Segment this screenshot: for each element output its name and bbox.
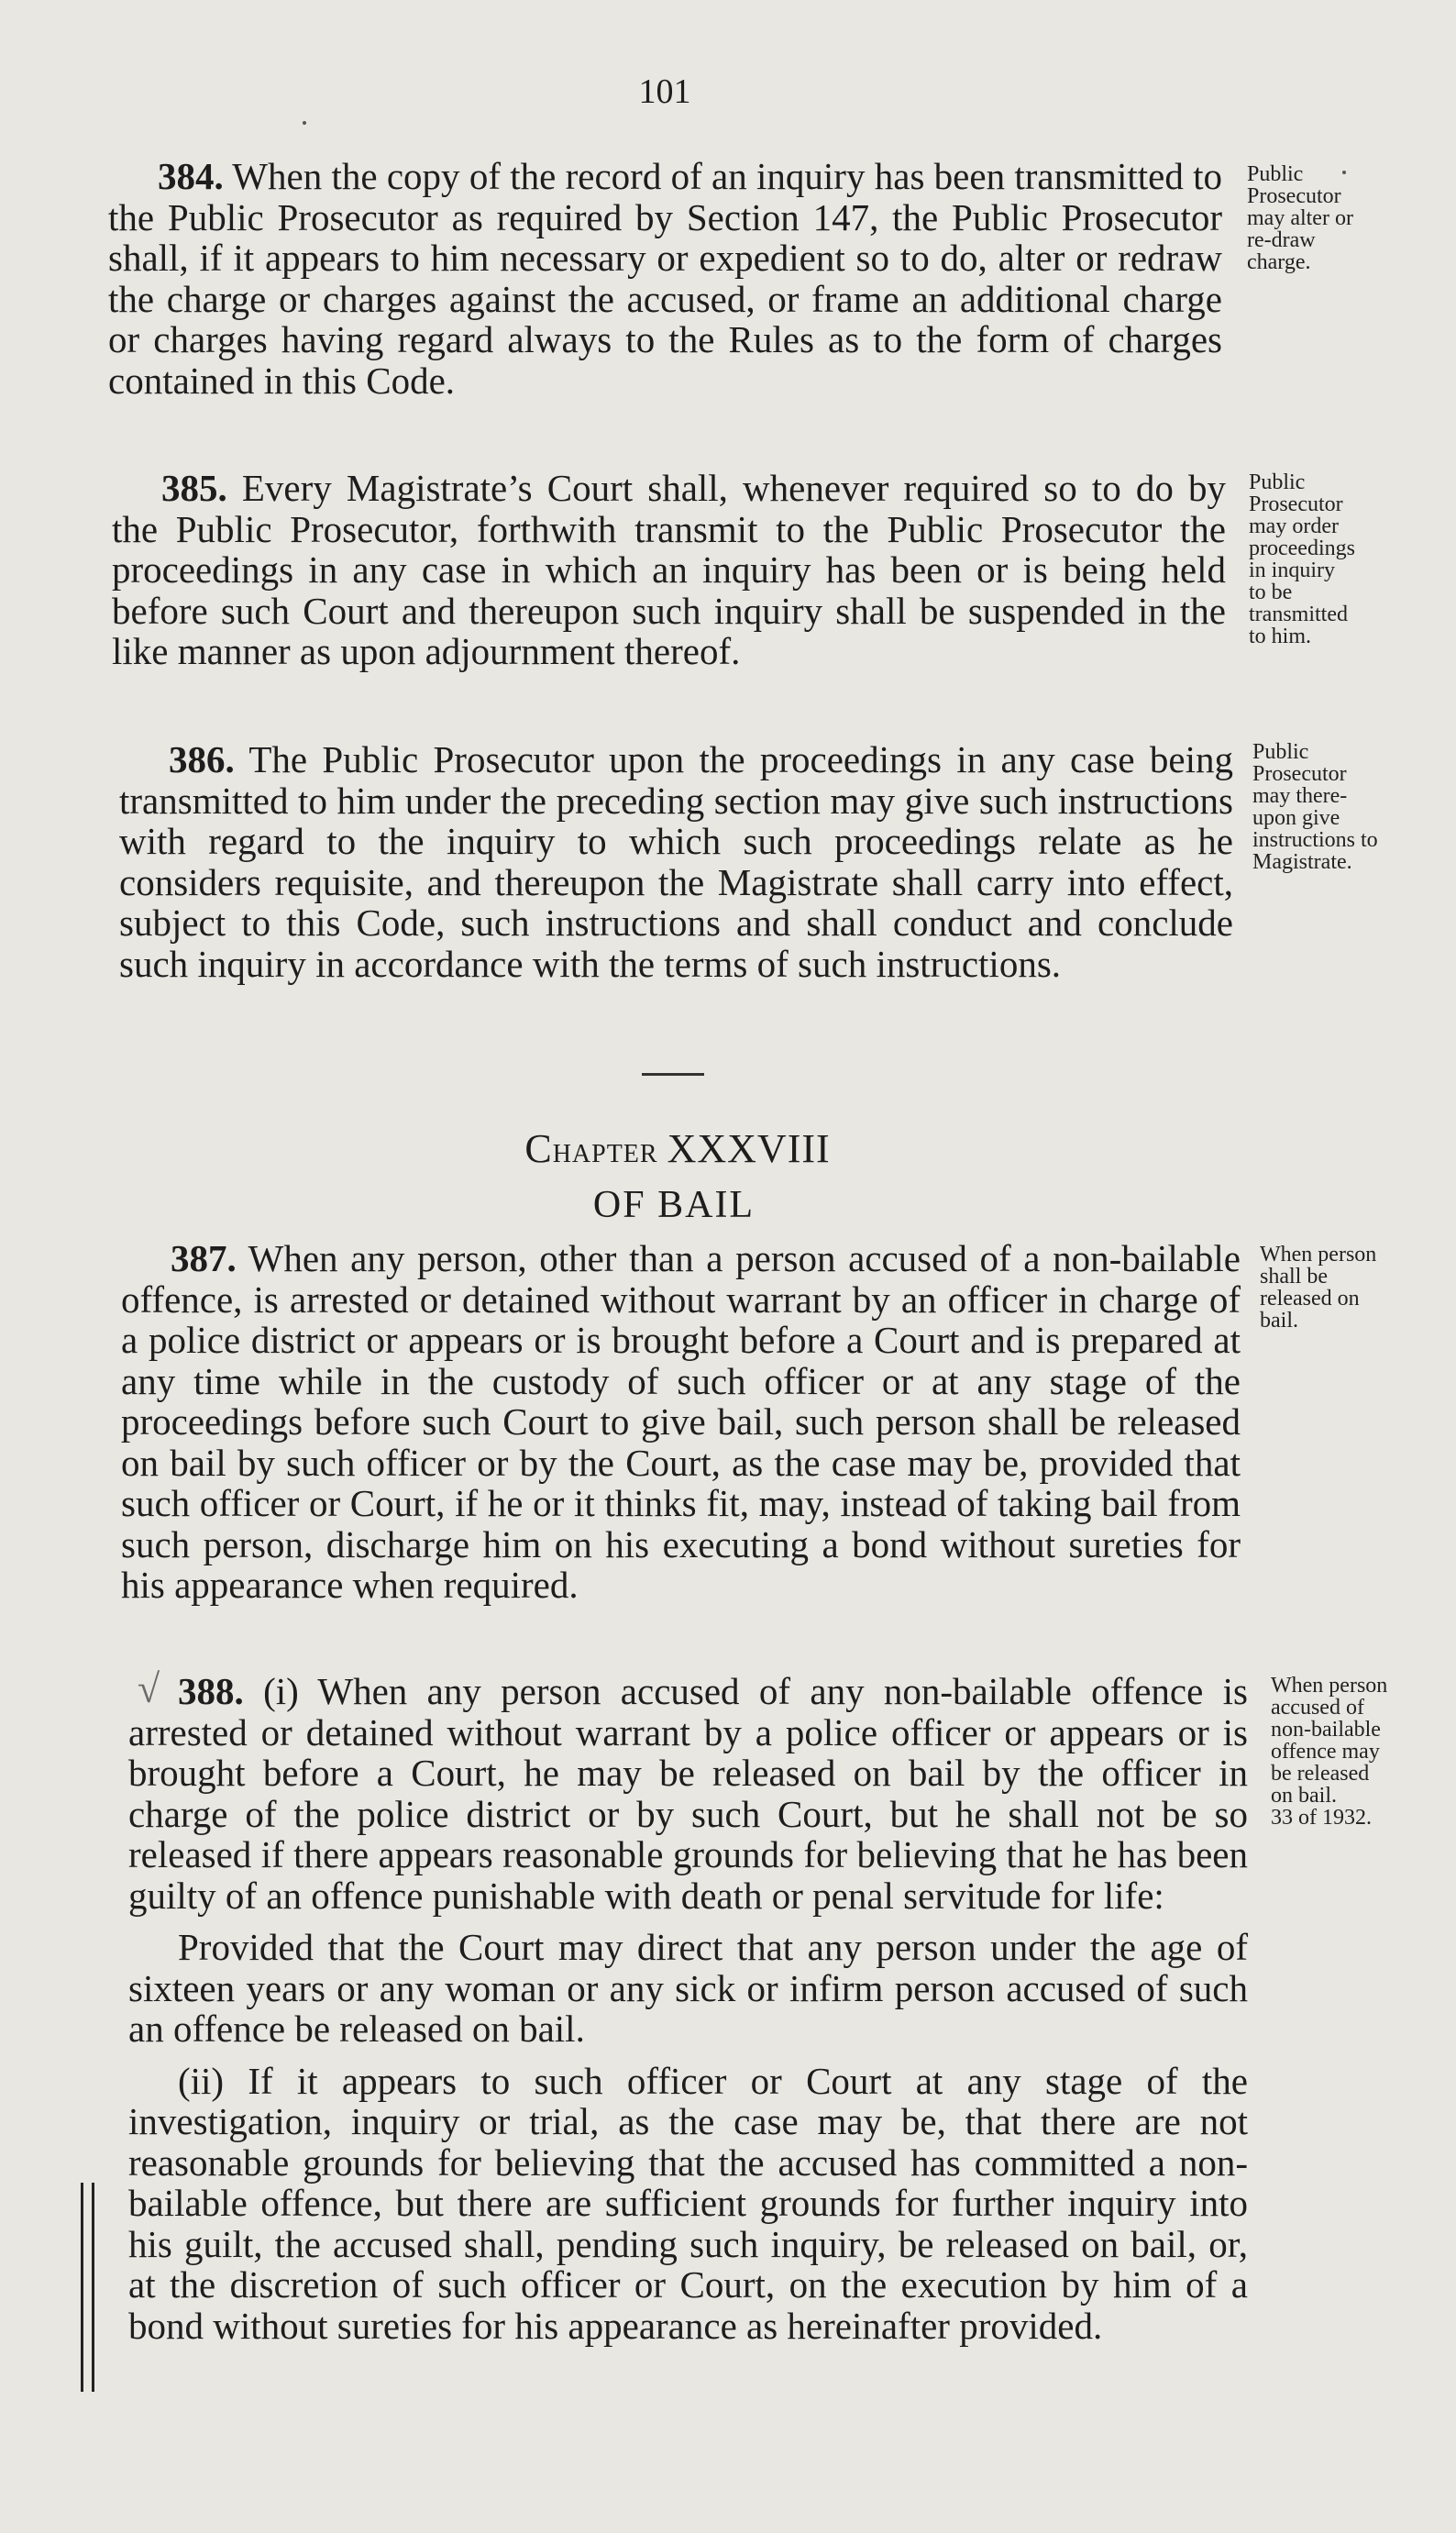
section-387 bbox=[121, 1238, 1241, 1606]
marginal-note-385: Public Prosecutor may order proceedings in inquiry to be transmitted to him. bbox=[1249, 470, 1355, 648]
chapter-divider bbox=[642, 1073, 704, 1076]
marginal-note-387: When person shall be released on bail. bbox=[1260, 1243, 1377, 1333]
marginal-note-388: When person accused of non-bailable offence may be released on bail. 33 of 1932. bbox=[1271, 1674, 1388, 1830]
section-body: When any person, other than a person accused of a non-bailable offence, is arrested or detained without warrant by an officer in charge of a police district or appears or is brought before a Court and is prepared at any time while in the custody of such officer or at any stage of the proceedings before such Court to give bail, such person shall be released on bail by such officer or by the Court, as the case may be, provided that such officer or Court, if he or it thinks fit, may, instead of taking bail from such person, discharge him on his executing a bond without sureties for his appearance when required. bbox=[121, 1237, 1241, 1606]
chapter-heading: Chapter XXXVIII bbox=[524, 1126, 831, 1171]
section-number: 387. bbox=[171, 1237, 237, 1279]
marginal-note-386: Public Prosecutor may there- upon give instructions to Magistrate. bbox=[1252, 740, 1378, 874]
section-number: 385. bbox=[161, 467, 227, 509]
section-body: When the copy of the record of an inquiry has been transmitted to the Public Prosecutor as required by Section 147, the Public Prosecutor shall, if it appears to him necessary or expedient so to do, alter or redraw the charge or charges against the accused, or frame an additional charge or charges having regard always to the Rules as to the form of charges contained in this Code. bbox=[108, 155, 1222, 402]
section-388 bbox=[128, 1671, 1248, 2346]
section-body: Every Magistrate’s Court shall, whenever required so to do by the Public Prosecutor, forthwith transmit to the Public Prosecutor the proceedings in any case in which an inquiry has been or is being held before such Court and thereupon such inquiry shall be suspended in the like manner as upon adjournment thereof. bbox=[112, 467, 1227, 672]
section-385 bbox=[112, 468, 1226, 672]
margin-bar bbox=[92, 2183, 94, 2392]
chapter-title: OF BAIL bbox=[592, 1184, 756, 1226]
section-number: 388. bbox=[178, 1670, 244, 1712]
section-body: (i) When any person accused of any non-bailable offence is arrested or detained without warrant by a police officer or appears or is brought before a Court, he may be released on bail by the officer in charge of the police district or by such Court, but he shall not be so released if there appears reasonable grounds for believing that he has been guilty of an offence punishable with death or penal servitude for life: bbox=[128, 1670, 1248, 1917]
section-388-text bbox=[128, 1671, 1248, 1916]
print-speck bbox=[303, 121, 306, 125]
print-speck bbox=[1342, 171, 1346, 174]
section-386-text bbox=[119, 739, 1233, 984]
section-385-text bbox=[112, 468, 1226, 672]
marginal-note-384: Public Prosecutor may alter or re-draw charge. bbox=[1247, 162, 1353, 274]
section-body: The Public Prosecutor upon the proceedings in any case being transmitted to him under the preceding section may give such instructions with regard to the inquiry to which such proceedings relate as he considers requisite, and thereupon the Magistrate shall carry into effect, subject to this Code, such instructions and shall conduct and conclude such inquiry in accordance with the terms of such instructions. bbox=[119, 738, 1233, 985]
page-number: 101 bbox=[638, 72, 691, 111]
section-number: 384. bbox=[158, 155, 224, 197]
section-388-proviso: Provided that the Court may direct that any person under the age of sixteen years or any woman or any sick or infirm person accused of such an offence be released on bail. bbox=[128, 1926, 1248, 2050]
section-388-subsection-ii: (ii) If it appears to such officer or Court at any stage of the investigation, inquiry or trial, as the case may be, that there are not reasonable grounds for believing that the accused has committed a non-bailable offence, but there are sufficient grounds for further inquiry into his guilt, the accused shall, pending such inquiry, be released on bail, or, at the discretion of such officer or Court, on the execution by him of a bond without sureties for his appearance as hereinafter provided. bbox=[128, 2059, 1248, 2347]
section-384 bbox=[108, 156, 1222, 401]
section-386 bbox=[119, 739, 1233, 984]
margin-bar bbox=[81, 2183, 83, 2392]
checkmark-icon: √ bbox=[138, 1666, 160, 1711]
section-number: 386. bbox=[169, 738, 235, 780]
section-384-text bbox=[108, 156, 1222, 401]
section-387-text bbox=[121, 1238, 1241, 1606]
